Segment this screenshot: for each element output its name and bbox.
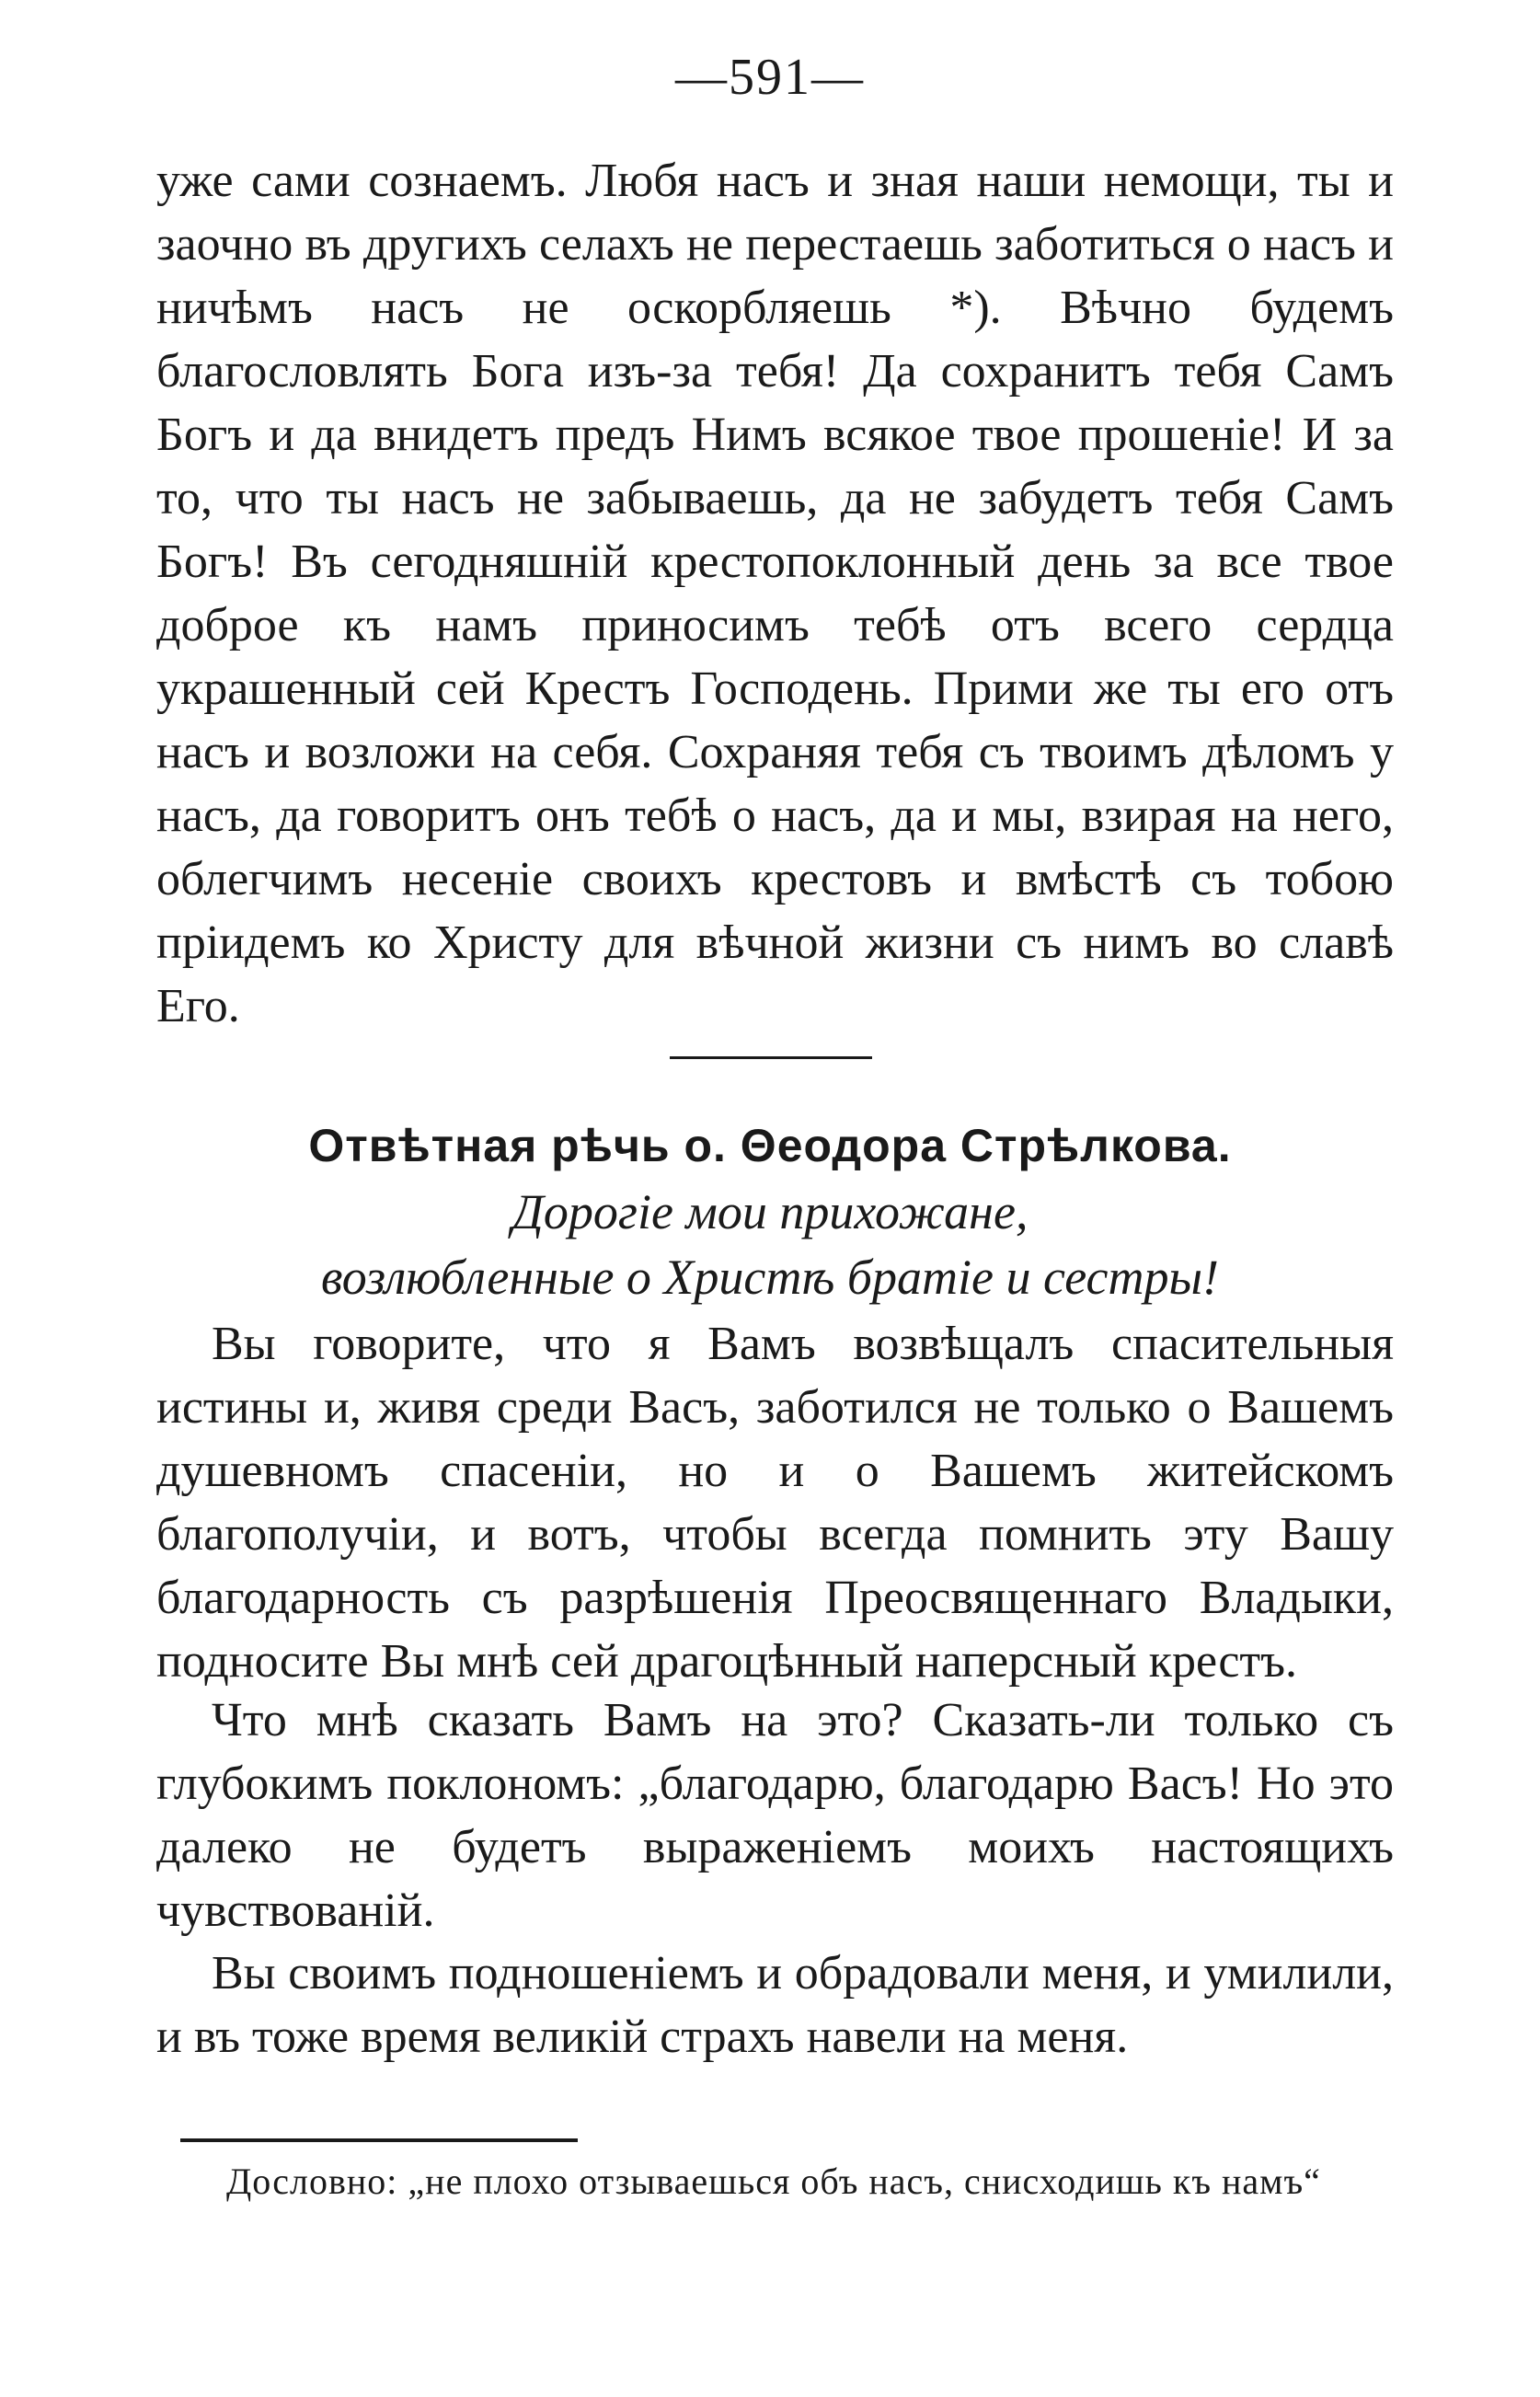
reply-paragraph-2-text: Что мнѣ сказать Вамъ на это? Сказать-ли только съ глубокимъ поклономъ: „благодарю, благодарю Васъ! Но это далеко не будетъ выраженіемъ моихъ настоящихъ чувствованій. — [156, 1694, 1394, 1937]
reply-paragraph-3-text: Вы своимъ подношеніемъ и обрадовали меня, и умилили, и въ тоже время великій страхъ навели на меня. — [156, 1947, 1394, 2063]
address-line-2: возлюбленные о Христѣ братіе и сестры! — [320, 1250, 1220, 1305]
reply-paragraph-1-text: Вы говорите, что я Вамъ возвѣщалъ спасительныя истины и, живя среди Васъ, заботился не только о Вашемъ душевномъ спасеніи, но и о Вашемъ житейскомъ благополучіи, и вотъ, чтобы всегда помнить эту Вашу благодарность съ разрѣшенія Преосвященнаго Владыки, подносите Вы мнѣ сей драгоцѣнный наперсный крестъ. — [156, 1318, 1394, 1688]
footnote: Дословно: „не плохо отзываешься объ насъ, снисходишь къ намъ“ — [226, 2161, 1321, 2202]
reply-heading: Отвѣтная рѣчь о. Θеодора Стрѣлкова. — [308, 1120, 1232, 1171]
footnote-rule — [180, 2138, 578, 2142]
address-line-1: Дорогіе мои прихожане, — [511, 1184, 1029, 1239]
reply-paragraph-3 — [156, 1942, 1394, 2069]
speech-end-text: уже сами сознаемъ. Любя насъ и зная наши немощи, ты и заочно въ другихъ селахъ не перестаешь заботиться о насъ и ничѣмъ насъ не оскорбляешь *). Вѣчно будемъ благословлять Бога изъ-за тебя! Да сохранитъ тебя Самъ Богъ и да внидетъ предъ Нимъ всякое твое прошеніе! И за то, что ты насъ не забываешь, да не забудетъ тебя Самъ Богъ! Въ сегодняшній крестопоклонный день за все твое доброе къ намъ приносимъ тебѣ отъ всего сердца украшенный сей Крестъ Господень. Прими же ты его отъ насъ и возложи на себя. Сохраняя тебя съ твоимъ дѣломъ у насъ, да говоритъ онъ тебѣ о насъ, да и мы, взирая на него, облегчимъ несеніе своихъ крестовъ и вмѣстѣ съ тобою пріидемъ ко Христу для вѣчной жизни съ нимъ во славѣ Его. — [156, 155, 1394, 1032]
reply-paragraph-2 — [156, 1688, 1394, 1942]
speech-end-paragraph — [156, 149, 1394, 1038]
reply-paragraph-1 — [156, 1312, 1394, 1693]
section-divider — [670, 1056, 872, 1059]
page-number: —591— — [675, 49, 865, 106]
